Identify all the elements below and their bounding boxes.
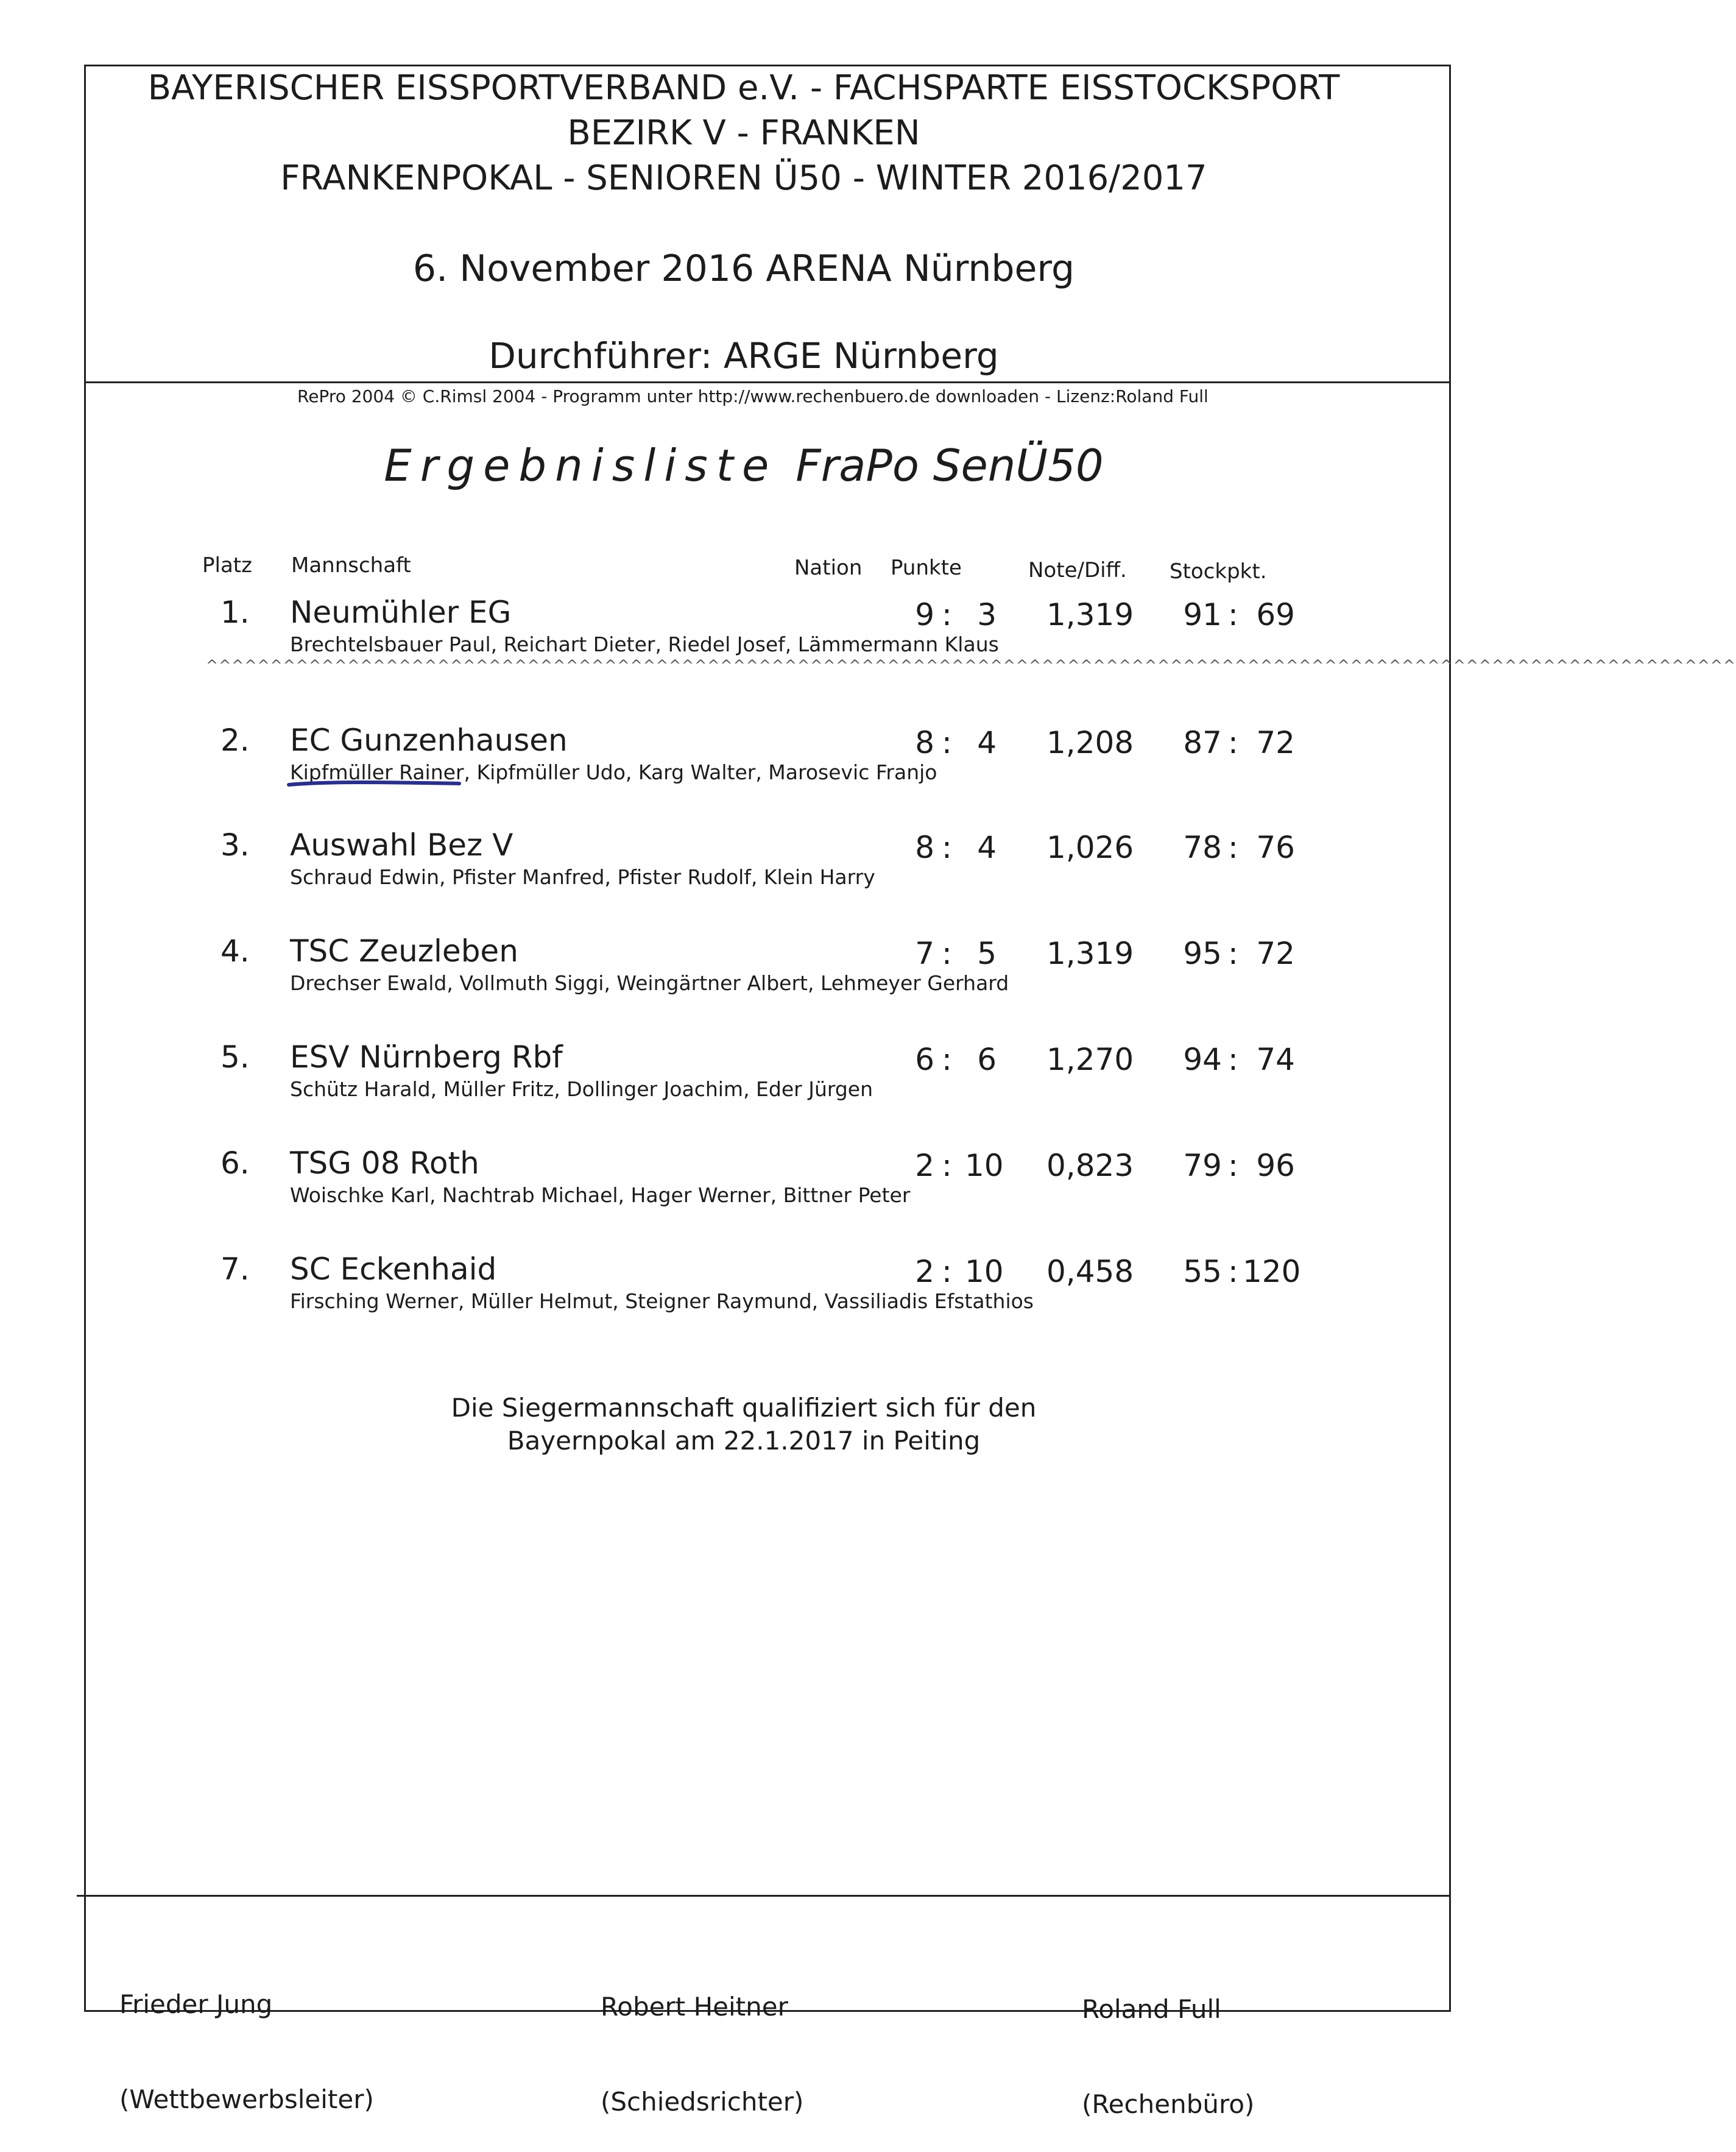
- row-stock-won: 55: [1183, 1254, 1222, 1289]
- footer-divider: [77, 1895, 1451, 1897]
- row-team: SC Eckenhaid: [290, 1251, 497, 1287]
- row-points-sep: :: [942, 597, 952, 632]
- row-stock-lost: 76: [1256, 830, 1295, 865]
- row-note-diff: 1,319: [1046, 597, 1134, 632]
- signature-name: Roland Full: [1082, 1994, 1221, 2024]
- signature-name: Robert Heitner: [601, 1992, 788, 2022]
- row-stock-sep: :: [1228, 1042, 1238, 1077]
- signature-role: (Schiedsrichter): [601, 2087, 804, 2117]
- title-frapo: FraPo SenÜ50: [796, 440, 1104, 491]
- signature-role: (Rechenbüro): [1082, 2089, 1255, 2119]
- row-stock-won: 94: [1183, 1042, 1222, 1077]
- row-stock-sep: :: [1228, 725, 1238, 760]
- qualification-line1: Die Siegermannschaft qualifiziert sich für den: [451, 1393, 1037, 1423]
- row-players: Schütz Harald, Müller Fritz, Dollinger Joachim, Eder Jürgen: [290, 1077, 873, 1101]
- row-stock-lost: 120: [1243, 1254, 1301, 1289]
- row-team: TSC Zeuzleben: [290, 933, 518, 969]
- row-stock-sep: :: [1228, 1254, 1238, 1289]
- row-points-sep: :: [942, 1148, 952, 1183]
- row-points-lost: 5: [977, 936, 997, 971]
- row-points-won: 2: [915, 1148, 934, 1183]
- signature-schiedsrichter: [601, 1928, 803, 2150]
- competition-title: FRANKENPOKAL - SENIOREN Ü50 - WINTER 2016/2017: [280, 158, 1207, 198]
- row-stock-sep: :: [1228, 936, 1238, 971]
- row-stock-lost: 72: [1256, 725, 1295, 760]
- results-title: [0, 440, 1487, 491]
- row-note-diff: 1,319: [1046, 936, 1134, 971]
- col-mannschaft: Mannschaft: [291, 553, 411, 578]
- row-team: Neumühler EG: [290, 595, 512, 630]
- row-note-diff: 1,026: [1046, 830, 1134, 865]
- row-stock-won: 79: [1183, 1148, 1222, 1183]
- row-points-won: 9: [915, 597, 934, 632]
- row-stock-lost: 96: [1256, 1148, 1295, 1183]
- row-points-won: 6: [915, 1042, 934, 1077]
- row-stock-won: 78: [1183, 830, 1222, 865]
- software-note: RePro 2004 © C.Rimsl 2004 - Programm unter http://www.rechenbuero.de downloaden - Lizenz:Roland Full: [297, 386, 1208, 406]
- row-platz: 6.: [221, 1145, 250, 1181]
- header-divider: [84, 381, 1451, 383]
- row-players: Woischke Karl, Nachtrab Michael, Hager Werner, Bittner Peter: [290, 1183, 911, 1207]
- row-points-sep: :: [942, 1042, 952, 1077]
- row-points-won: 2: [915, 1254, 934, 1289]
- row-stock-won: 91: [1183, 597, 1222, 632]
- date-venue: 6. November 2016 ARENA Nürnberg: [412, 247, 1075, 290]
- signature-role: (Wettbewerbsleiter): [119, 2084, 374, 2114]
- row-players: Schraud Edwin, Pfister Manfred, Pfister Rudolf, Klein Harry: [290, 865, 875, 889]
- col-note-diff: Note/Diff.: [1028, 558, 1127, 582]
- association-title: BAYERISCHER EISSPORTVERBAND e.V. - FACHSPARTE EISSTOCKSPORT: [147, 68, 1340, 108]
- col-punkte: Punkte: [891, 556, 962, 580]
- row-points-lost: 4: [977, 725, 997, 760]
- row-points-lost: 4: [977, 830, 997, 865]
- signature-rechenbuero: [1082, 1930, 1254, 2152]
- row-team: Auswahl Bez V: [290, 827, 513, 863]
- col-platz: Platz: [202, 553, 252, 578]
- handwritten-underline: [286, 776, 463, 791]
- row-points-lost: 10: [965, 1148, 1004, 1183]
- row-points-lost: 10: [965, 1254, 1004, 1289]
- organizer: Durchführer: ARGE Nürnberg: [489, 335, 999, 377]
- row-points-lost: 6: [977, 1042, 997, 1077]
- row-stock-sep: :: [1228, 830, 1238, 865]
- row-players: Kipfmüller Rainer, Kipfmüller Udo, Karg Walter, Marosevic Franjo: [290, 760, 937, 784]
- row-points-sep: :: [942, 830, 952, 865]
- row-players: Brechtelsbauer Paul, Reichart Dieter, Riedel Josef, Lämmermann Klaus: [290, 632, 999, 656]
- signature-name: Frieder Jung: [119, 1989, 273, 2019]
- col-stockpkt: Stockpkt.: [1170, 559, 1267, 584]
- row-note-diff: 0,823: [1046, 1148, 1134, 1183]
- row-note-diff: 1,208: [1046, 725, 1134, 760]
- row-points-sep: :: [942, 936, 952, 971]
- row-points-won: 8: [915, 725, 934, 760]
- title-ergebnisliste: Ergebnisliste: [384, 440, 778, 491]
- row-platz: 4.: [221, 933, 250, 969]
- row-points-sep: :: [942, 725, 952, 760]
- row-players: Drechser Ewald, Vollmuth Siggi, Weingärtner Albert, Lehmeyer Gerhard: [290, 971, 1009, 995]
- row-stock-sep: :: [1228, 1148, 1238, 1183]
- row-note-diff: 0,458: [1046, 1254, 1134, 1289]
- row-points-lost: 3: [977, 597, 997, 632]
- row-points-won: 8: [915, 830, 934, 865]
- row-stock-lost: 69: [1256, 597, 1295, 632]
- row-platz: 7.: [221, 1251, 250, 1287]
- row-points-won: 7: [915, 936, 934, 971]
- col-nation: Nation: [794, 556, 863, 580]
- row-points-sep: :: [942, 1254, 952, 1289]
- row-platz: 5.: [221, 1039, 250, 1075]
- row-platz: 3.: [221, 827, 250, 863]
- row-stock-lost: 72: [1256, 936, 1295, 971]
- row-players: Firsching Werner, Müller Helmut, Steigner Raymund, Vassiliadis Efstathios: [290, 1289, 1034, 1313]
- row-stock-won: 87: [1183, 725, 1222, 760]
- row-team: EC Gunzenhausen: [290, 723, 568, 758]
- row-stock-sep: :: [1228, 597, 1238, 632]
- qualification-line2: Bayernpokal am 22.1.2017 in Peiting: [507, 1426, 981, 1456]
- district-title: BEZIRK V - FRANKEN: [567, 113, 920, 153]
- signature-wettbewerbsleiter: [119, 1925, 374, 2147]
- row-note-diff: 1,270: [1046, 1042, 1134, 1077]
- row-stock-lost: 74: [1256, 1042, 1295, 1077]
- row-team: TSG 08 Roth: [290, 1145, 479, 1181]
- first-place-separator: ^^^^^^^^^^^^^^^^^^^^^^^^^^^^^^^^^^^^^^^^^^^^^^^^^^^^^^^^^^^^^^^^^^^^^^^^^^^^^^^^^^^^^^^^^^^^^^^^^^^^^^^^^^^^^^^^^^^^^^^: [206, 657, 1736, 674]
- row-platz: 2.: [221, 723, 250, 758]
- row-platz: 1.: [221, 595, 250, 630]
- row-stock-won: 95: [1183, 936, 1222, 971]
- row-team: ESV Nürnberg Rbf: [290, 1039, 563, 1075]
